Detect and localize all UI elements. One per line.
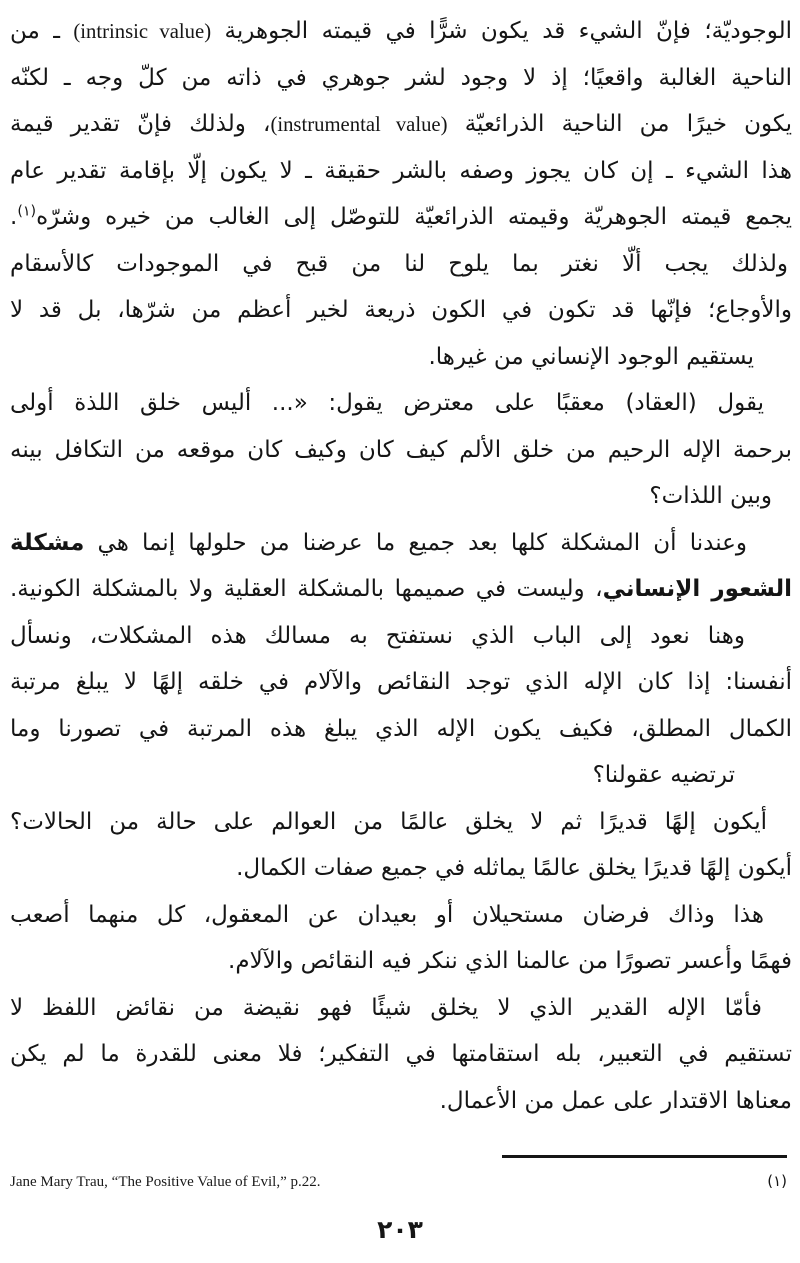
text-segment: الناحية الغالبة واقعيًا؛ إذ لا وجود لشر جوهري في ذاته من كلّ وجه ـ لكنّه <box>10 64 792 91</box>
text-segment: ـ من <box>10 18 74 44</box>
text-line <box>10 706 792 753</box>
page-number: ٢٠٣ <box>377 1215 423 1244</box>
text-segment: يجمع قيمته الجوهريّة وقيمته الذرائعيّة للتوصّل إلى الغالب من خيره وشرّه <box>36 204 792 230</box>
text-line <box>10 101 792 148</box>
text-line <box>10 427 792 474</box>
text-segment: أيكون إلهًا قديرًا يخلق عالمًا يماثله في جميع صفات الكمال. <box>236 855 792 881</box>
text-segment: وهنا نعود إلى الباب الذي نستفتح به مسالك هذه المشكلات، ونسأل <box>10 622 745 649</box>
text-line <box>10 799 792 846</box>
text-segment: ولذلك يجب ألّا نغتر بما يلوح لنا من قبح في الموجودات كالأسقام <box>10 250 788 277</box>
text-line <box>10 1031 792 1078</box>
footnote-area <box>10 1172 787 1191</box>
text-segment: هذا الشيء ـ إن كان يجوز وصفه بالشر حقيقة ـ لا يكون إلّا بإقامة تقدير عام <box>10 157 792 184</box>
text-line <box>10 938 792 985</box>
text-segment: ، وليست في صميمها بالمشكلة العقلية ولا بالمشكلة الكونية. <box>10 576 603 602</box>
text-segment: تستقيم في التعبير، بله استقامتها في التفكير؛ فلا معنى للقدرة ما لم يكن <box>10 1041 792 1067</box>
text-segment: ترتضيه عقولنا؟ <box>592 762 735 788</box>
text-line <box>10 659 792 706</box>
text-line <box>10 520 792 567</box>
text-segment: الكمال المطلق، فكيف يكون الإله الذي يبلغ هذه المرتبة في تصورنا وما <box>10 715 792 742</box>
text-segment: وعندنا أن المشكلة كلها بعد جميع ما عرضنا من حلولها إنما هي <box>84 529 747 556</box>
text-segment: . <box>10 204 18 230</box>
footnote-marker: (١) <box>767 1172 787 1190</box>
text-line <box>10 334 792 381</box>
text-segment: فهمًا وأعسر تصورًا من عالمنا الذي ننكر فيه النقائص والآلام. <box>228 948 792 974</box>
text-line <box>10 241 792 288</box>
text-segment: برحمة الإله الرحيم من خلق الألم كيف كان وكيف كان موقعه من التكافل بينه <box>10 436 792 463</box>
text-line <box>10 287 792 334</box>
text-line <box>10 892 792 939</box>
text-line <box>10 752 792 799</box>
footnote-citation: Jane Mary Trau, “The Positive Value of Evil,” p.22. <box>10 1174 321 1190</box>
text-segment: الوجوديّة؛ فإنّ الشيء قد يكون شرًّا في قيمته الجوهرية <box>211 18 792 44</box>
footnote-separator <box>502 1155 787 1158</box>
text-segment: يقول (العقاد) معقبًا على معترض يقول: «... أليس خلق اللذة أولى <box>10 390 764 416</box>
text-line <box>10 566 792 613</box>
text-segment: أيكون إلهًا قديرًا ثم لا يخلق عالمًا من العوالم على حالة من الحالات؟ <box>10 808 767 835</box>
text-segment: (instrumental value) <box>270 114 448 136</box>
text-line <box>10 985 792 1032</box>
body-text <box>10 8 792 1124</box>
text-segment: (intrinsic value) <box>73 21 212 43</box>
text-line <box>10 55 792 102</box>
footnote-ref: (١) <box>17 203 37 220</box>
text-segment: هذا وذاك فرضان مستحيلان أو بعيدان عن المعقول، كل منهما أصعب <box>10 901 764 928</box>
text-segment: فأمّا الإله القدير الذي لا يخلق شيئًا فهو نقيضة من نقائض اللفظ لا <box>10 994 762 1021</box>
text-segment: ، ولذلك فإنّ تقدير قيمة <box>10 111 271 137</box>
text-segment: مشكلة <box>10 529 85 556</box>
text-segment: الشعور الإنساني <box>602 576 792 602</box>
text-line <box>10 1078 792 1125</box>
text-line <box>10 613 792 660</box>
text-segment: أنفسنا: إذا كان الإله الذي توجد النقائص والآلام في خلقه إلهًا لا يبلغ مرتبة <box>10 669 792 695</box>
text-line <box>10 148 792 195</box>
text-line <box>10 8 792 55</box>
text-segment: يستقيم الوجود الإنساني من غيرها. <box>428 343 754 370</box>
text-line <box>10 473 792 520</box>
text-segment: معناها الاقتدار على عمل من الأعمال. <box>439 1087 792 1114</box>
text-segment: والأوجاع؛ فإنّها قد تكون في الكون ذريعة لخير أعظم من شرّها، بل قد لا <box>10 297 792 323</box>
text-line <box>10 380 792 427</box>
text-line <box>10 845 792 892</box>
text-line <box>10 194 792 241</box>
text-segment: يكون خيرًا من الناحية الذرائعيّة <box>447 111 792 137</box>
text-segment: وبين اللذات؟ <box>649 483 772 509</box>
